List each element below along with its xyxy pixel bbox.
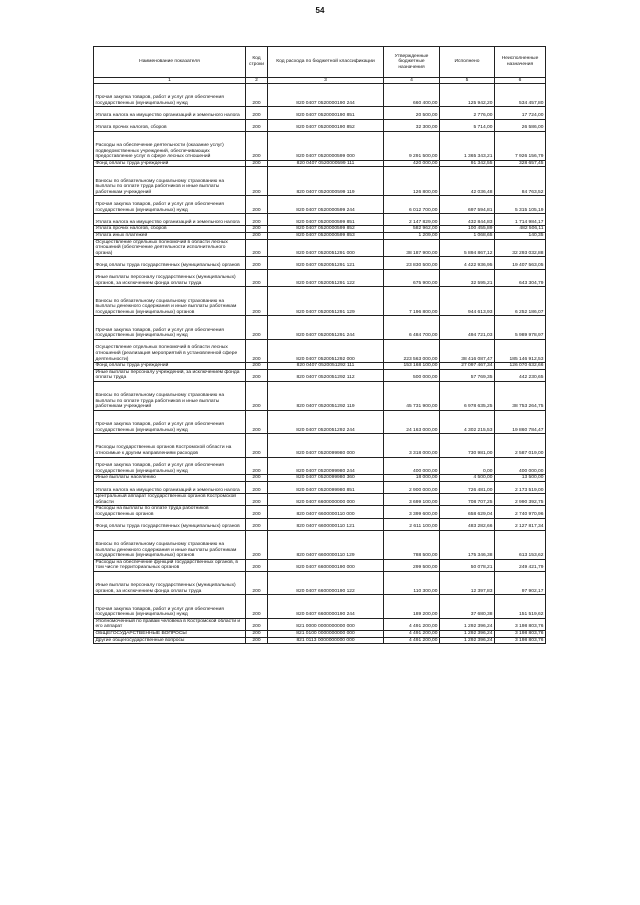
table-row [94, 571, 546, 594]
cell-remaining: 3 198 803,76 [495, 630, 546, 637]
column-number: 6 [495, 78, 546, 84]
cell-executed: 1 292 396,24 [440, 630, 495, 637]
cell-executed: 730 981,00 [440, 434, 495, 457]
cell-line: 200 [246, 618, 268, 630]
cell-line: 200 [246, 369, 268, 381]
cell-code: 821 0100 0000000000 000 [268, 630, 384, 637]
cell-name: Расходы государственных органов Костромской области на относимые к другим направлениям расходов [94, 434, 246, 457]
cell-name: Уплата налога на имущество организаций и земельного налога [94, 482, 246, 494]
cell-executed: 1 068,65 [440, 232, 495, 239]
cell-remaining: 2 173 519,00 [495, 482, 546, 494]
cell-executed: 50 078,21 [440, 559, 495, 571]
cell-executed: 726 481,00 [440, 482, 495, 494]
cell-remaining: 185 146 912,53 [495, 339, 546, 362]
cell-code: 820 0407 0520051292 244 [268, 410, 384, 433]
cell-remaining: 482 506,11 [495, 226, 546, 233]
cell-executed: 483 282,66 [440, 518, 495, 530]
table-row [94, 107, 546, 119]
table-row [94, 257, 546, 269]
cell-name: Взносы по обязательному социальному страхованию на выплаты по оплате труда работников и иные выплаты работникам учреждений [94, 381, 246, 410]
cell-approved: 32 300,00 [384, 119, 440, 131]
cell-line: 200 [246, 316, 268, 339]
cell-approved: 38 187 900,00 [384, 239, 440, 257]
cell-code: 820 0407 0520099980 851 [268, 482, 384, 494]
table-row [94, 316, 546, 339]
cell-approved: 299 500,00 [384, 559, 440, 571]
cell-line: 200 [246, 167, 268, 196]
table-row [94, 434, 546, 457]
cell-line: 200 [246, 239, 268, 257]
cell-code: 820 0407 0520051291 121 [268, 257, 384, 269]
cell-remaining: 2 740 970,96 [495, 506, 546, 518]
column-number: 5 [440, 78, 495, 84]
cell-code: 820 0407 0520000190 852 [268, 119, 384, 131]
cell-code: 820 0407 0520099980 360 [268, 475, 384, 482]
cell-name: Уплата прочих налогов, сборов [94, 226, 246, 233]
cell-approved: 3 699 100,00 [384, 494, 440, 506]
cell-executed: 37 680,38 [440, 595, 495, 618]
cell-remaining: 19 860 784,47 [495, 410, 546, 433]
cell-executed: 42 036,48 [440, 167, 495, 196]
cell-code: 820 0407 6600000110 129 [268, 530, 384, 559]
table-row [94, 84, 546, 107]
cell-line: 200 [246, 214, 268, 226]
cell-executed: 708 707,25 [440, 494, 495, 506]
table-row [94, 269, 546, 287]
cell-remaining: 613 153,62 [495, 530, 546, 559]
cell-remaining: 249 421,79 [495, 559, 546, 571]
cell-code: 820 0407 6600000190 000 [268, 559, 384, 571]
cell-name: Иные выплаты населению [94, 475, 246, 482]
cell-remaining: 13 500,00 [495, 475, 546, 482]
cell-code: 820 0407 6600000000 000 [268, 494, 384, 506]
cell-line: 200 [246, 482, 268, 494]
cell-approved: 189 200,00 [384, 595, 440, 618]
cell-code: 820 0407 6600000110 121 [268, 518, 384, 530]
cell-code: 821 0113 0000000000 000 [268, 637, 384, 644]
cell-name: Уплата прочих налогов, сборов [94, 119, 246, 131]
cell-line: 200 [246, 410, 268, 433]
header-cell: Утвержденные бюджетные назначения [384, 47, 440, 78]
cell-line: 200 [246, 494, 268, 506]
cell-code: 820 0407 6600000110 000 [268, 506, 384, 518]
cell-remaining: 126 070 632,66 [495, 363, 546, 370]
cell-remaining: 534 457,80 [495, 84, 546, 107]
cell-executed: 2 776,00 [440, 107, 495, 119]
cell-approved: 110 300,00 [384, 571, 440, 594]
cell-code: 820 0407 0520051291 244 [268, 316, 384, 339]
cell-approved: 4 491 200,00 [384, 618, 440, 630]
cell-code: 820 0407 0520051291 129 [268, 287, 384, 316]
cell-approved: 45 731 900,00 [384, 381, 440, 410]
cell-code: 820 0407 0520099980 244 [268, 457, 384, 475]
cell-approved: 500 000,00 [384, 369, 440, 381]
cell-code: 820 0407 0520000599 119 [268, 167, 384, 196]
cell-line: 200 [246, 637, 268, 644]
cell-name: Фонд оплаты труда учреждений [94, 363, 246, 370]
cell-line: 200 [246, 339, 268, 362]
cell-name: Другие общегосударственные вопросы [94, 637, 246, 644]
cell-line: 200 [246, 457, 268, 475]
cell-line: 200 [246, 530, 268, 559]
cell-code: 820 0407 0520000599 853 [268, 232, 384, 239]
cell-executed: 0,00 [440, 457, 495, 475]
cell-remaining: 7 926 156,79 [495, 131, 546, 160]
cell-remaining: 19 407 563,05 [495, 257, 546, 269]
cell-approved: 18 000,00 [384, 475, 440, 482]
cell-remaining: 151 519,62 [495, 595, 546, 618]
cell-code: 820 0407 6600000190 122 [268, 571, 384, 594]
cell-code: 820 0407 0520051291 000 [268, 239, 384, 257]
cell-line: 200 [246, 475, 268, 482]
page-number: 54 [315, 6, 325, 15]
cell-name: Взносы по обязательному социальному страхованию на выплаты денежного содержания и иные выплаты работникам государственных (муниципальных) органов [94, 287, 246, 316]
cell-approved: 2 147 829,00 [384, 214, 440, 226]
cell-approved: 675 900,00 [384, 269, 440, 287]
cell-name: Взносы по обязательному социальному страхованию на выплаты денежного содержания и иные выплаты работникам государственных (муниципальных) органов [94, 530, 246, 559]
table-row [94, 196, 546, 214]
cell-approved: 153 168 100,00 [384, 363, 440, 370]
cell-name: Прочая закупка товаров, работ и услуг для обеспечения государственных (муниципальных) нужд [94, 595, 246, 618]
table-row [94, 457, 546, 475]
cell-code: 820 0407 0520000599 000 [268, 131, 384, 160]
cell-executed: 38 416 087,47 [440, 339, 495, 362]
cell-approved: 23 830 500,00 [384, 257, 440, 269]
cell-approved: 2 611 100,00 [384, 518, 440, 530]
cell-name: Расходы на обеспечение функций государственных органов, в том числе территориальных органов [94, 559, 246, 571]
cell-remaining: 643 304,79 [495, 269, 546, 287]
cell-code: 820 0407 0520051292 111 [268, 363, 384, 370]
cell-name: Осуществление отдельных полномочий в области лесных отношений (реализация мероприятий в установленной сфере деятельности) [94, 339, 246, 362]
header-cell: Исполнено [440, 47, 495, 78]
cell-line: 200 [246, 595, 268, 618]
cell-name: Центральный аппарат государственных органов Костромской области [94, 494, 246, 506]
cell-line: 200 [246, 226, 268, 233]
cell-remaining: 400 000,00 [495, 457, 546, 475]
cell-name: Фонд оплаты труда государственных (муниципальных) органов [94, 518, 246, 530]
cell-executed: 1 292 396,24 [440, 637, 495, 644]
cell-executed: 100 455,89 [440, 226, 495, 233]
table-row [94, 131, 546, 160]
cell-executed: 6 978 635,25 [440, 381, 495, 410]
cell-line: 200 [246, 518, 268, 530]
cell-remaining: 1 714 984,17 [495, 214, 546, 226]
cell-code: 820 0407 0520000599 244 [268, 196, 384, 214]
cell-approved: 6 012 700,00 [384, 196, 440, 214]
cell-name: Прочая закупка товаров, работ и услуг для обеспечения государственных (муниципальных) нужд [94, 410, 246, 433]
cell-line: 200 [246, 160, 268, 167]
column-number: 1 [94, 78, 246, 84]
cell-name: Фонд оплаты труда учреждений [94, 160, 246, 167]
table-row [94, 475, 546, 482]
column-number: 2 [246, 78, 268, 84]
cell-executed: 12 397,83 [440, 571, 495, 594]
cell-code: 820 0407 0520051292 119 [268, 381, 384, 410]
cell-code: 820 0407 0520051291 122 [268, 269, 384, 287]
cell-approved: 24 163 000,00 [384, 410, 440, 433]
cell-line: 200 [246, 287, 268, 316]
cell-remaining: 38 753 264,75 [495, 381, 546, 410]
cell-remaining: 2 587 019,00 [495, 434, 546, 457]
cell-line: 200 [246, 571, 268, 594]
cell-code: 820 0407 0520051292 112 [268, 369, 384, 381]
cell-approved: 4 491 200,00 [384, 637, 440, 644]
cell-executed: 658 629,04 [440, 506, 495, 518]
cell-executed: 4 422 936,95 [440, 257, 495, 269]
cell-code: 820 0407 0520099980 000 [268, 434, 384, 457]
table-row [94, 482, 546, 494]
table-row [94, 381, 546, 410]
cell-executed: 57 769,35 [440, 369, 495, 381]
cell-remaining: 2 127 817,34 [495, 518, 546, 530]
cell-approved: 2 900 000,00 [384, 482, 440, 494]
cell-approved: 420 000,00 [384, 160, 440, 167]
cell-approved: 3 318 000,00 [384, 434, 440, 457]
cell-remaining: 6 252 186,07 [495, 287, 546, 316]
cell-name: Иные выплаты персоналу государственных (муниципальных) органов, за исключением фонда оплаты труда [94, 269, 246, 287]
table-row [94, 214, 546, 226]
cell-remaining: 442 230,65 [495, 369, 546, 381]
cell-remaining: 3 198 803,76 [495, 637, 546, 644]
cell-name: Расходы на выплаты по оплате труда работников государственных органов [94, 506, 246, 518]
cell-name: Уплата налога на имущество организаций и земельного налога [94, 214, 246, 226]
cell-line: 200 [246, 257, 268, 269]
cell-executed: 432 844,83 [440, 214, 495, 226]
cell-remaining: 140,35 [495, 232, 546, 239]
cell-executed: 91 342,55 [440, 160, 495, 167]
cell-line: 200 [246, 506, 268, 518]
cell-name: Расходы на обеспечение деятельности (оказание услуг) подведомственных учреждений, обеспечивающих предоставление услуг в сфере лесных отношений [94, 131, 246, 160]
table-row [94, 287, 546, 316]
table-row [94, 618, 546, 630]
cell-code: 821 0000 0000000000 000 [268, 618, 384, 630]
cell-name: Иные выплаты персоналу государственных (муниципальных) органов, за исключением фонда оплаты труда [94, 571, 246, 594]
header-cell: Код строки [246, 47, 268, 78]
cell-name: Прочая закупка товаров, работ и услуг для обеспечения государственных (муниципальных) нужд [94, 316, 246, 339]
cell-approved: 223 563 000,00 [384, 339, 440, 362]
table-row [94, 637, 546, 644]
cell-executed: 697 594,81 [440, 196, 495, 214]
cell-line: 200 [246, 131, 268, 160]
cell-approved: 1 209,00 [384, 232, 440, 239]
cell-line: 200 [246, 381, 268, 410]
cell-line: 200 [246, 119, 268, 131]
cell-executed: 944 613,93 [440, 287, 495, 316]
cell-approved: 400 000,00 [384, 457, 440, 475]
cell-remaining: 2 990 392,75 [495, 494, 546, 506]
cell-name: Уполномоченный по правам человека в Костромской области и его аппарат [94, 618, 246, 630]
table-row [94, 239, 546, 257]
cell-approved: 3 399 600,00 [384, 506, 440, 518]
cell-code: 820 0407 0520000599 852 [268, 226, 384, 233]
cell-executed: 4 500,00 [440, 475, 495, 482]
table-row [94, 494, 546, 506]
column-number: 3 [268, 78, 384, 84]
cell-line: 200 [246, 269, 268, 287]
cell-name: Прочая закупка товаров, работ и услуг для обеспечения государственных (муниципальных) нужд [94, 84, 246, 107]
table-row [94, 630, 546, 637]
header-row [94, 47, 546, 78]
table-row [94, 232, 546, 239]
cell-name: Уплата иных платежей [94, 232, 246, 239]
cell-executed: 125 942,20 [440, 84, 495, 107]
cell-executed: 4 302 215,53 [440, 410, 495, 433]
cell-executed: 1 365 343,21 [440, 131, 495, 160]
cell-name: Осуществление отдельных полномочий в области лесных отношений (обеспечение деятельности исполнительного органа) [94, 239, 246, 257]
cell-approved: 582 962,00 [384, 226, 440, 233]
cell-executed: 5 894 867,12 [440, 239, 495, 257]
cell-approved: 7 196 800,00 [384, 287, 440, 316]
cell-remaining: 17 724,00 [495, 107, 546, 119]
cell-remaining: 84 763,52 [495, 167, 546, 196]
cell-approved: 9 291 500,00 [384, 131, 440, 160]
table-row [94, 595, 546, 618]
cell-approved: 126 800,00 [384, 167, 440, 196]
cell-remaining: 5 989 978,97 [495, 316, 546, 339]
table-row [94, 160, 546, 167]
cell-approved: 4 491 200,00 [384, 630, 440, 637]
table-row [94, 559, 546, 571]
header-cell: Код расхода по бюджетной классификации [268, 47, 384, 78]
table-row [94, 339, 546, 362]
cell-line: 200 [246, 84, 268, 107]
cell-name: Уплата налога на имущество организаций и земельного налога [94, 107, 246, 119]
cell-name: ОБЩЕГОСУДАРСТВЕННЫЕ ВОПРОСЫ [94, 630, 246, 637]
table-row [94, 410, 546, 433]
cell-line: 200 [246, 196, 268, 214]
table-row [94, 506, 546, 518]
cell-executed: 1 292 396,24 [440, 618, 495, 630]
cell-code: 820 0407 0520051292 000 [268, 339, 384, 362]
cell-approved: 788 500,00 [384, 530, 440, 559]
cell-name: Прочая закупка товаров, работ и услуг для обеспечения государственных (муниципальных) нужд [94, 457, 246, 475]
cell-line: 200 [246, 363, 268, 370]
cell-code: 820 0407 6600000190 244 [268, 595, 384, 618]
header-cell: Наименование показателя [94, 47, 246, 78]
cell-remaining: 26 586,00 [495, 119, 546, 131]
cell-executed: 27 097 467,34 [440, 363, 495, 370]
cell-code: 820 0407 0520000190 851 [268, 107, 384, 119]
cell-code: 820 0407 0520000599 851 [268, 214, 384, 226]
table-row [94, 119, 546, 131]
cell-line: 200 [246, 559, 268, 571]
cell-executed: 494 721,03 [440, 316, 495, 339]
cell-line: 200 [246, 630, 268, 637]
cell-remaining: 5 315 105,19 [495, 196, 546, 214]
cell-remaining: 32 293 032,88 [495, 239, 546, 257]
cell-name: Иные выплаты персоналу учреждений, за исключением фонда оплаты труда [94, 369, 246, 381]
cell-name: Фонд оплаты труда государственных (муниципальных) органов [94, 257, 246, 269]
table-row [94, 369, 546, 381]
cell-name: Взносы по обязательному социальному страхованию на выплаты по оплате труда работников и иные выплаты работникам учреждений [94, 167, 246, 196]
table-row [94, 530, 546, 559]
cell-remaining: 97 902,17 [495, 571, 546, 594]
cell-approved: 20 500,00 [384, 107, 440, 119]
cell-approved: 660 400,00 [384, 84, 440, 107]
table-row [94, 226, 546, 233]
cell-remaining: 328 657,45 [495, 160, 546, 167]
cell-executed: 5 714,00 [440, 119, 495, 131]
cell-executed: 32 595,21 [440, 269, 495, 287]
table-row [94, 518, 546, 530]
table-row [94, 363, 546, 370]
cell-name: Прочая закупка товаров, работ и услуг для обеспечения государственных (муниципальных) нужд [94, 196, 246, 214]
cell-line: 200 [246, 434, 268, 457]
table-row [94, 167, 546, 196]
column-number: 4 [384, 78, 440, 84]
cell-line: 200 [246, 232, 268, 239]
budget-execution-table [93, 46, 546, 644]
cell-remaining: 3 198 803,76 [495, 618, 546, 630]
cell-approved: 6 484 700,00 [384, 316, 440, 339]
cell-code: 820 0407 0520000599 111 [268, 160, 384, 167]
header-cell: Неисполненные назначения [495, 47, 546, 78]
cell-code: 820 0407 0520000190 244 [268, 84, 384, 107]
cell-line: 200 [246, 107, 268, 119]
cell-executed: 175 346,38 [440, 530, 495, 559]
